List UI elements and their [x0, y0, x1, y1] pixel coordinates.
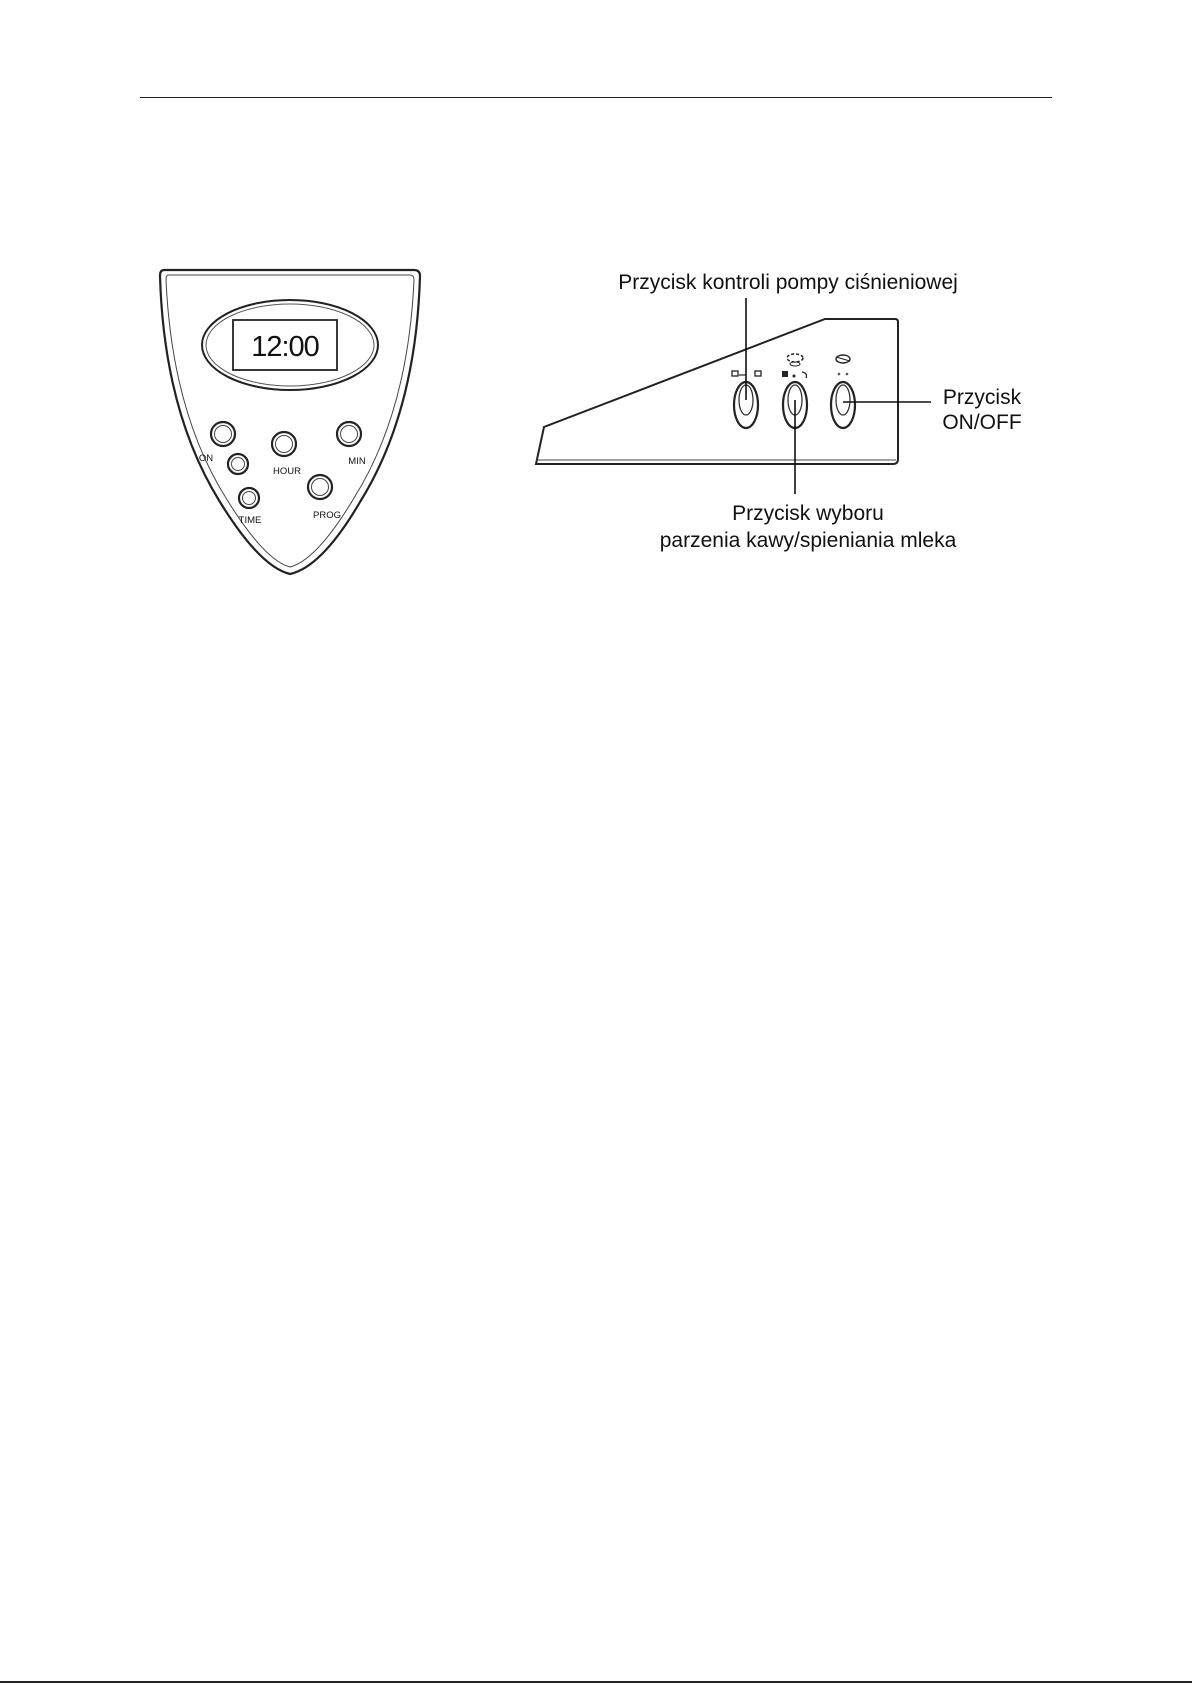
display-time: 12:00 — [251, 331, 319, 363]
side-panel-figure — [530, 262, 1050, 562]
on-button-label: ON — [198, 453, 214, 464]
mode-button-label-line1: Przycisk wyboru — [732, 502, 884, 525]
power-button-label-line1: Przycisk — [942, 386, 1022, 409]
timer-panel-inner-outline — [166, 275, 414, 567]
pump-button-label: Przycisk kontroli pompy ciśnieniowej — [618, 271, 958, 294]
power-button-label-line2: ON/OFF — [942, 411, 1022, 434]
min-button-label: MIN — [348, 456, 366, 467]
mode-button-label-line2: parzenia kawy/spieniania mleka — [659, 529, 957, 552]
hour-button-label: HOUR — [273, 466, 301, 477]
hour-button[interactable] — [272, 432, 296, 456]
time-button-label: TIME — [238, 515, 262, 526]
timer-panel-figure — [150, 262, 430, 582]
power-button[interactable] — [831, 382, 855, 428]
time-button[interactable] — [239, 488, 259, 508]
prog-button-label: PROG — [313, 510, 341, 521]
prog-button[interactable] — [308, 475, 332, 499]
footer-rule — [0, 1681, 1192, 1683]
min-button[interactable] — [337, 422, 361, 446]
on-indicator-button[interactable] — [228, 454, 248, 474]
on-button[interactable] — [211, 422, 235, 446]
header-rule — [140, 97, 1052, 98]
timer-panel-outline — [160, 270, 420, 574]
